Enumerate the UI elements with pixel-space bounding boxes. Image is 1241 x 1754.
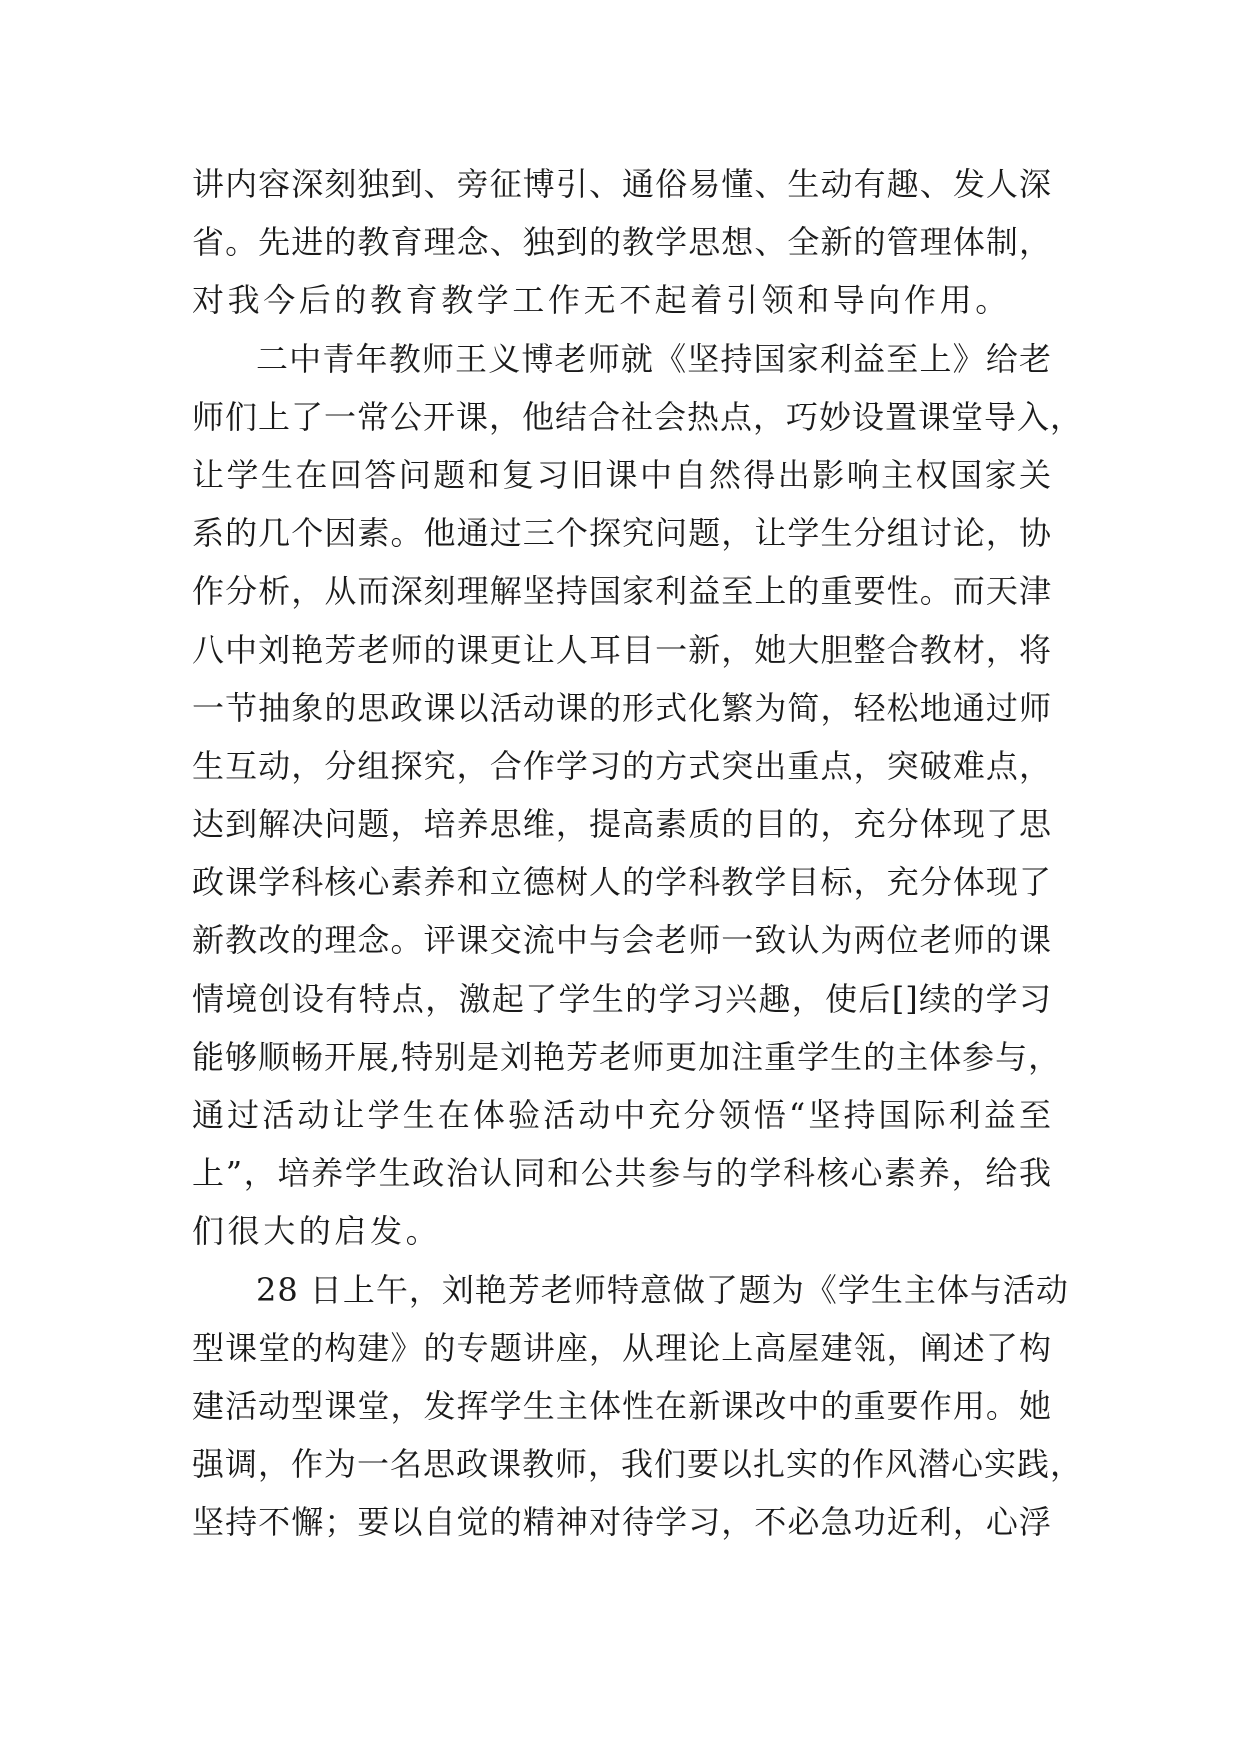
text-line: 让学生在回答问题和复习旧课中自然得出影响主权国家关 <box>192 455 1052 494</box>
text-line: 型课堂的构建》的专题讲座，从理论上高屋建瓴，阐述了构 <box>192 1328 1052 1367</box>
text-line: 省。先进的教育理念、独到的教学思想、全新的管理体制， <box>192 223 1052 262</box>
text-line: 上”，培养学生政治认同和公共参与的学科核心素养，给我 <box>192 1154 1052 1193</box>
text-line: 一节抽象的思政课以活动课的形式化繁为简，轻松地通过师 <box>192 688 1052 727</box>
text-line: 们很大的启发。 <box>192 1212 442 1251</box>
text-line: 二中青年教师王义博老师就《坚持国家利益至上》给老 <box>256 339 1052 378</box>
text-line: 强调，作为一名思政课教师，我们要以扎实的作风潜心实践， <box>192 1445 1084 1484</box>
text-line: 系的几个因素。他通过三个探究问题，让学生分组讨论，协 <box>192 514 1052 553</box>
text-line: 28 日上午，刘艳芳老师特意做了题为《学生主体与活动 <box>256 1270 1069 1309</box>
text-line: 通过活动让学生在体验活动中充分领悟“坚持国际利益至 <box>192 1096 1052 1134</box>
text-line: 政课学科核心素养和立德树人的学科教学目标，充分体现了 <box>192 863 1052 902</box>
text-line: 对我今后的教育教学工作无不起着引领和导向作用。 <box>192 281 1011 320</box>
text-line: 达到解决问题，培养思维，提高素质的目的，充分体现了思 <box>192 805 1052 844</box>
text-line: 师们上了一常公开课，他结合社会热点，巧妙设置课堂导入， <box>192 397 1084 436</box>
text-line: 八中刘艳芳老师的课更让人耳目一新，她大胆整合教材，将 <box>192 630 1052 669</box>
text-line: 作分析，从而深刻理解坚持国家利益至上的重要性。而天津 <box>192 572 1052 611</box>
text-line: 能够顺畅开展,特别是刘艳芳老师更加注重学生的主体参与， <box>192 1037 1062 1076</box>
text-line: 生互动，分组探究，合作学习的方式突出重点，突破难点， <box>192 746 1052 785</box>
text-line: 讲内容深刻独到、旁征博引、通俗易懂、生动有趣、发人深 <box>192 165 1052 203</box>
text-line: 建活动型课堂，发挥学生主体性在新课改中的重要作用。她 <box>192 1386 1052 1425</box>
document-body <box>192 155 1084 1552</box>
text-line: 坚持不懈；要以自觉的精神对待学习，不必急功近利，心浮 <box>192 1503 1052 1542</box>
text-line: 情境创设有特点，激起了学生的学习兴趣，使后[]续的学习 <box>192 979 1052 1018</box>
text-line: 新教改的理念。评课交流中与会老师一致认为两位老师的课 <box>192 921 1052 960</box>
